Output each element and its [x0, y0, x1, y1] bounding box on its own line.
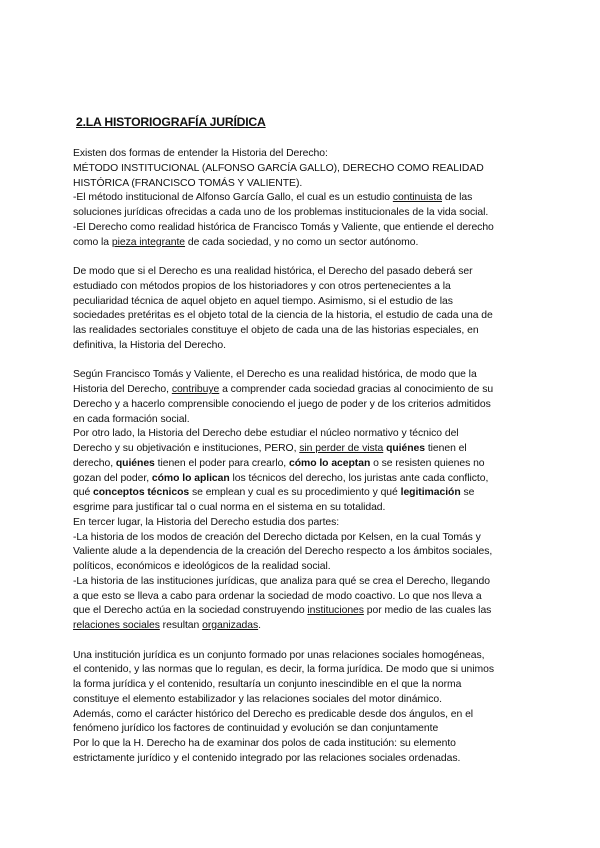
text-line: -El Derecho como realidad histórica de Francisco Tomás y Valiente, que entiende el derecho — [73, 221, 494, 233]
text-line — [73, 457, 543, 472]
text-line: De modo que si el Derecho es una realidad histórica, el Derecho del pasado deberá ser — [73, 266, 473, 277]
text-line: Valiente alude a la dependencia de la creación del Derecho respecto a los ámbitos sociales, — [73, 546, 493, 558]
text-line: el contenido, y las normas que lo regulan, es decir, la forma jurídica. De modo que si unimos — [73, 664, 495, 676]
text-fragment: qué — [73, 487, 94, 499]
bold-term: cómo lo aceptan — [289, 457, 371, 469]
section-title: 2.LA HISTORIOGRAFÍA JURÍDICA — [76, 115, 266, 129]
text-line — [73, 442, 543, 457]
text-fragment: derecho, — [73, 457, 116, 469]
text-fragment: tienen el — [424, 443, 467, 454]
underlined-term: instituciones — [307, 605, 364, 617]
text-line — [73, 383, 543, 398]
document-body — [73, 147, 543, 767]
text-line: constituye el elemento estabilizador y las relaciones sociales del motor dinámico. — [73, 693, 442, 705]
text-fragment: resultan — [159, 620, 203, 631]
text-line — [73, 236, 543, 251]
paragraph-derecho-realidad — [73, 265, 543, 354]
text-line: MÉTODO INSTITUCIONAL (ALFONSO GARCÍA GALLO), DERECHO COMO REALIDAD — [73, 162, 484, 174]
text-line — [73, 619, 543, 634]
underlined-term: pieza integrante — [111, 236, 186, 248]
paragraph-gap — [73, 634, 543, 649]
text-line: la forma jurídica y el contenido, resultaría un conjunto inescindible en el que la norma — [73, 679, 462, 690]
text-fragment: por medio de las cuales las — [363, 605, 492, 617]
text-fragment: Historia del Derecho, — [73, 384, 172, 395]
text-fragment: -El método institucional de Alfonso García Gallo, el cual es un estudio — [73, 192, 393, 204]
text-fragment: que el Derecho actúa en la sociedad construyendo — [73, 605, 308, 617]
underlined-term: relaciones sociales — [73, 620, 160, 631]
text-fragment: como la — [73, 236, 112, 248]
text-line — [73, 472, 543, 487]
text-line: estrictamente jurídico y el contenido integrado por las relaciones sociales ordenadas. — [73, 752, 461, 764]
underlined-term: contribuye — [171, 384, 220, 395]
paragraph-tomas-y-valiente — [73, 368, 543, 634]
text-line: peculiaridad técnica de aquel objeto en aquel tiempo. Asimismo, si el estudio de las — [73, 295, 453, 307]
paragraph-gap — [73, 250, 543, 265]
text-fragment: de cada sociedad, y no como un sector autónomo. — [185, 236, 419, 248]
text-fragment: o se resisten quienes no — [370, 457, 485, 469]
text-line: las realidades sectoriales constituye el objeto de cada una de las historias especiales, en — [73, 325, 479, 336]
text-line: Derecho y a hacerlo comprensible conociendo el juego de poder y de los criterios admitidos — [73, 398, 491, 410]
paragraph-gap — [73, 354, 543, 369]
text-line — [73, 604, 543, 619]
text-line — [73, 486, 543, 501]
intro-paragraph — [73, 147, 543, 250]
text-fragment: los técnicos del derecho, los juristas ante cada conflicto, — [229, 472, 489, 484]
bold-term: quiénes — [386, 443, 425, 454]
text-line: Existen dos formas de entender la Historia del Derecho: — [73, 148, 328, 159]
text-line: soluciones jurídicas ofrecidas a cada uno de los problemas institucionales de la vida social. — [73, 207, 489, 218]
underlined-term: organizadas — [202, 620, 259, 631]
underlined-term: sin perder de vista — [299, 443, 384, 454]
text-line: HISTÓRICA (FRANCISCO TOMÁS Y VALIENTE). — [73, 177, 303, 189]
text-line: fenómeno jurídico los factores de continuidad y evolución se dan conjuntamente — [73, 723, 439, 735]
bold-term: quiénes — [115, 457, 155, 469]
bold-term: cómo lo aplican — [151, 472, 230, 484]
bold-term: conceptos técnicos — [93, 487, 190, 499]
text-line: esgrime para justificar tal o cual norma en el sistema en su totalidad. — [73, 502, 386, 513]
text-fragment: tienen el poder para crearlo, — [154, 457, 289, 469]
text-fragment: Derecho y su objetivación e instituciones, PERO, — [73, 443, 300, 454]
text-line: en cada formación social. — [73, 413, 190, 425]
text-fragment: gozan del poder, — [73, 472, 152, 484]
text-line: -La historia de las instituciones jurídicas, que analiza para qué se crea el Derecho, llegando — [73, 575, 490, 587]
text-line: Una institución jurídica es un conjunto formado por unas relaciones sociales homogéneas, — [73, 649, 485, 661]
text-line: Además, como el carácter histórico del Derecho es predicable desde dos ángulos, en el — [73, 708, 474, 720]
bold-term: legitimación — [400, 487, 461, 499]
text-line — [73, 191, 543, 206]
text-line: sociedades pretéritas es el objeto total de la ciencia de la historia, el estudio de cada una de — [73, 310, 493, 322]
text-line: políticos, económicos e ideológicos de la realidad social. — [73, 561, 331, 572]
text-fragment: . — [258, 620, 261, 631]
text-fragment: se — [460, 487, 475, 499]
text-fragment: se emplean y cual es su procedimiento y qué — [189, 487, 401, 499]
text-line: a que esto se lleva a cabo para ordenar la sociedad de modo coactivo. Lo que nos lleva a — [73, 590, 482, 602]
text-line: Según Francisco Tomás y Valiente, el Derecho es una realidad histórica, de modo que la — [73, 369, 477, 381]
text-fragment: a comprender cada sociedad gracias al conocimiento de su — [219, 384, 494, 395]
text-line: En tercer lugar, la Historia del Derecho estudia dos partes: — [73, 516, 340, 528]
text-line: -La historia de los modos de creación del Derecho dictada por Kelsen, en la cual Tomás y — [73, 531, 481, 543]
paragraph-institucion-juridica — [73, 649, 543, 767]
underlined-term: continuista — [392, 192, 442, 204]
text-line: estudiado con métodos propios de los historiadores y con otros pertenecientes a la — [73, 280, 451, 292]
text-line: Por lo que la H. Derecho ha de examinar dos polos de cada institución: su elemento — [73, 738, 456, 749]
text-line: definitiva, la Historia del Derecho. — [73, 339, 226, 351]
text-line: Por otro lado, la Historia del Derecho debe estudiar el núcleo normativo y técnico del — [73, 428, 459, 440]
text-fragment: de las — [442, 192, 473, 204]
